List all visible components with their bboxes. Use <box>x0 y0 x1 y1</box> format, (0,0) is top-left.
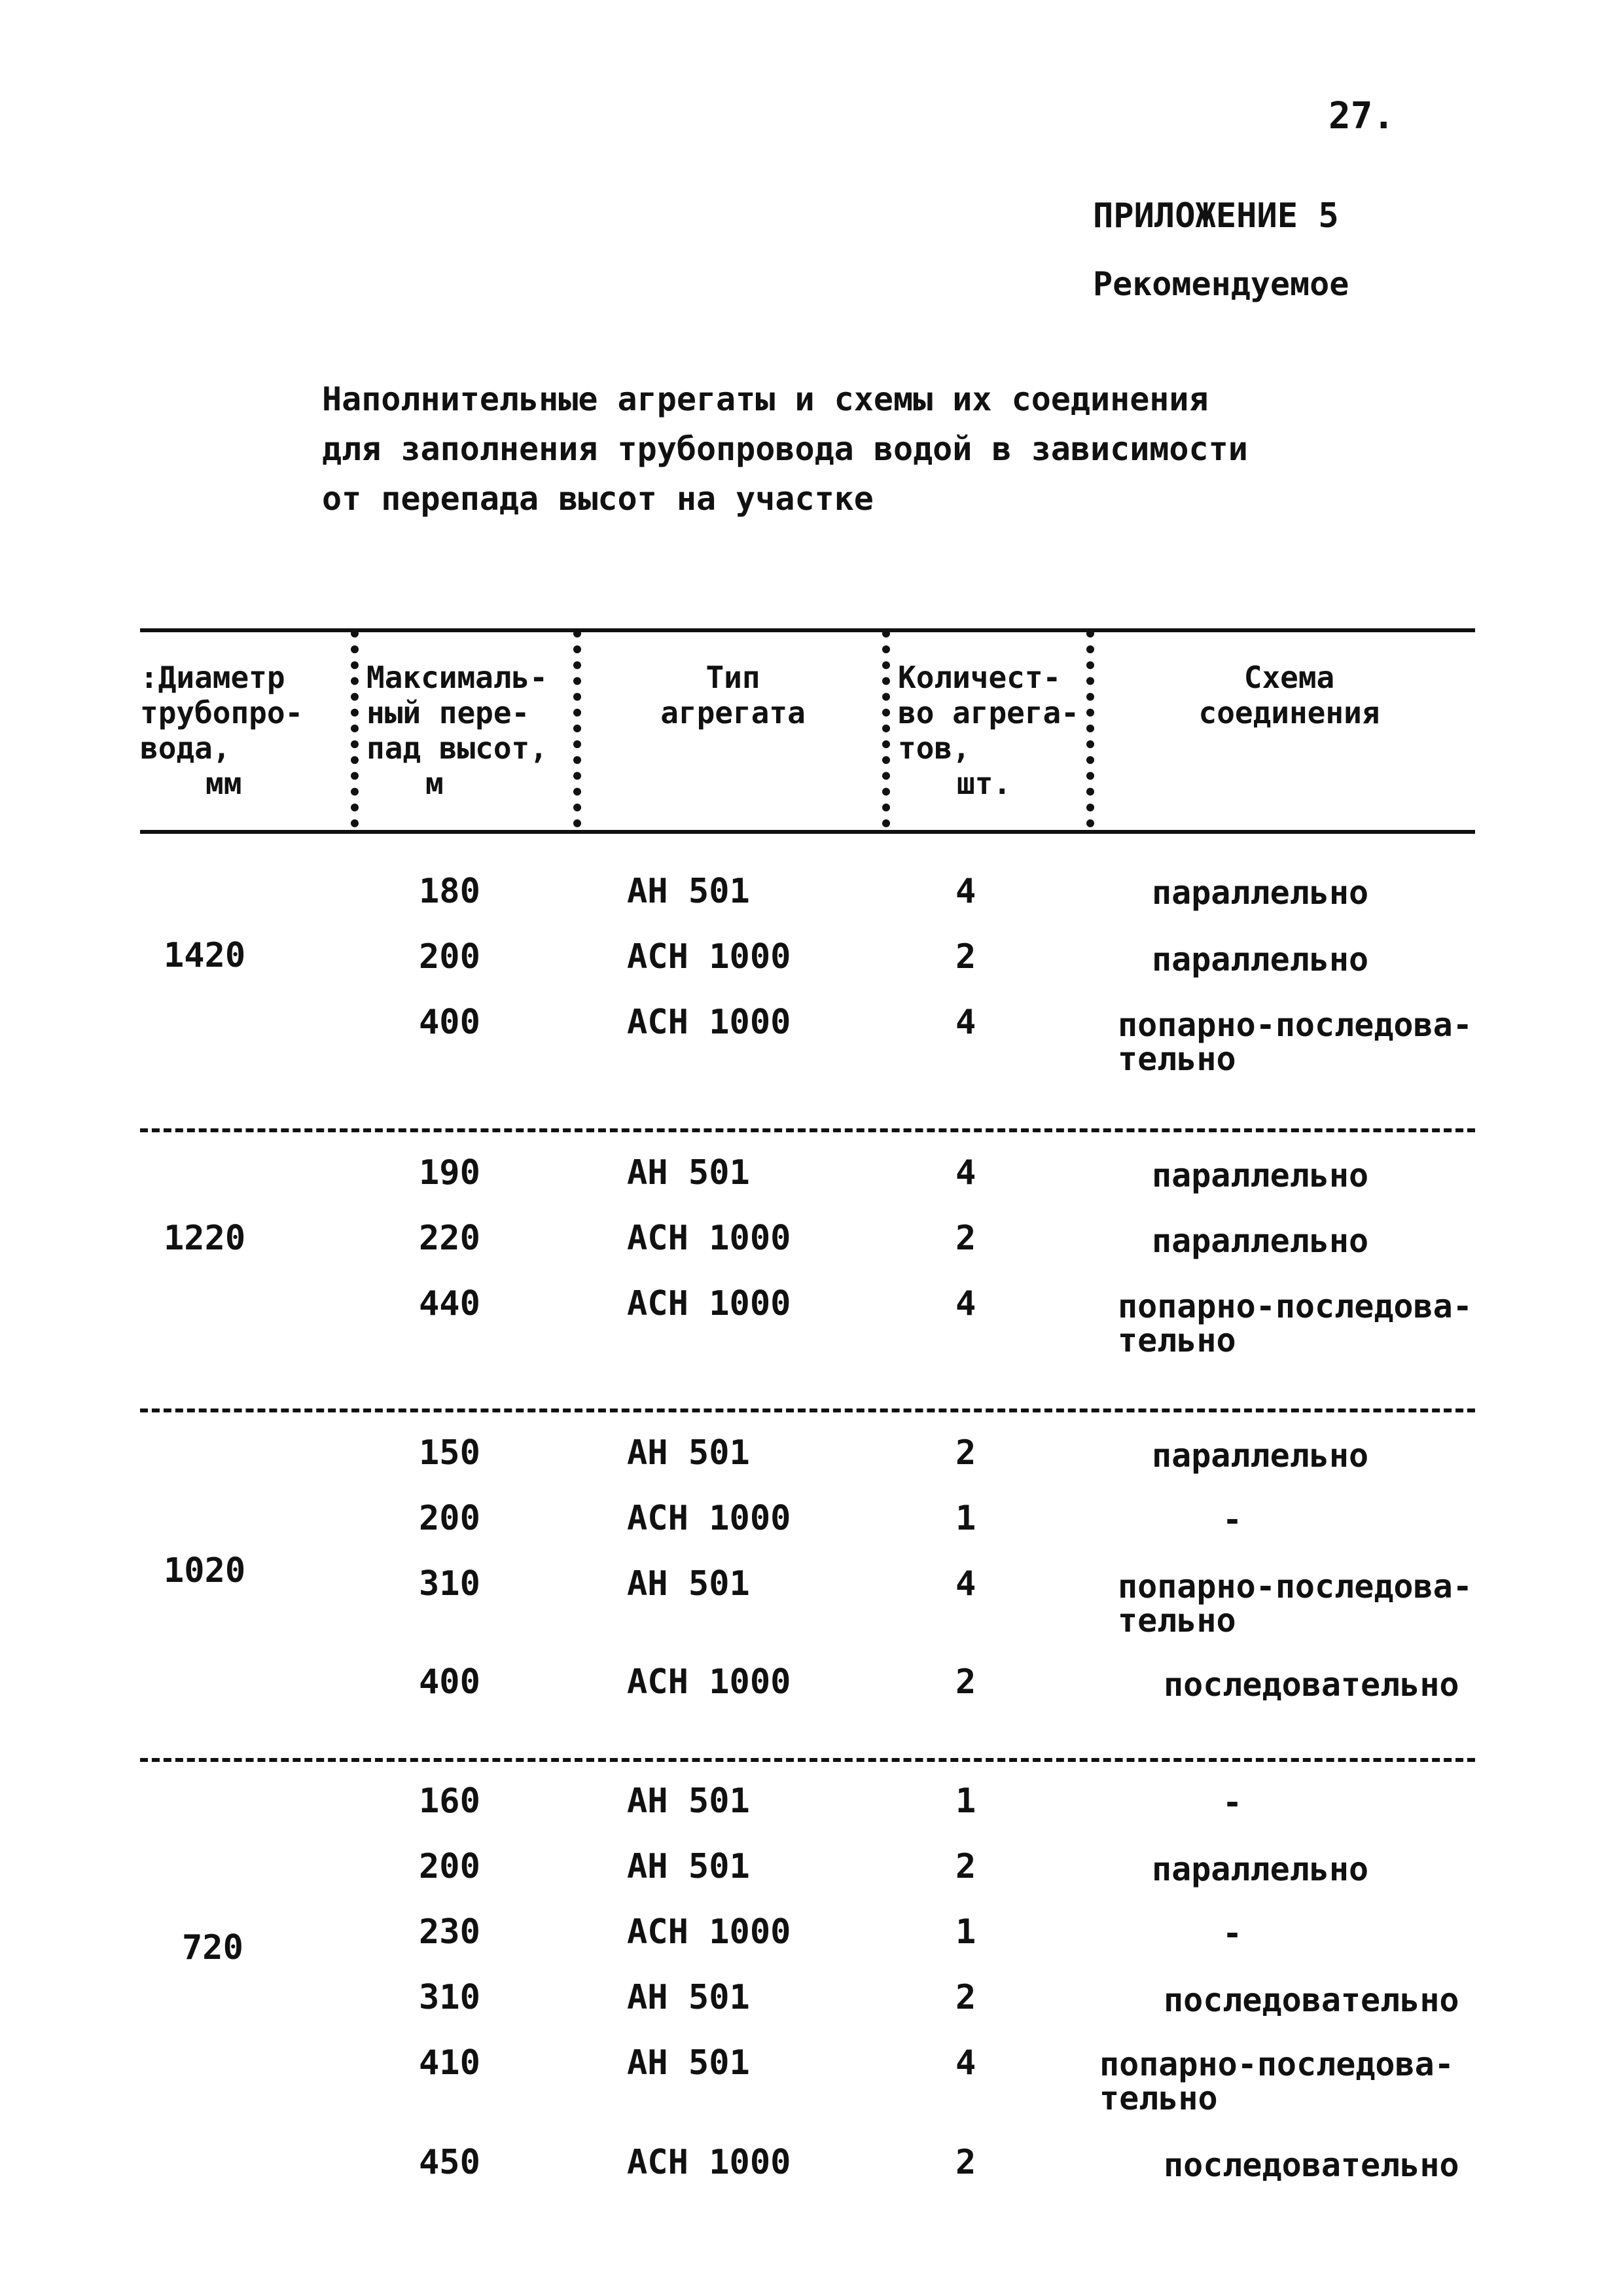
group-divider <box>140 1128 1475 1132</box>
unit-count-value: 2 <box>955 1847 976 1886</box>
unit-count-value: 2 <box>955 1662 976 1702</box>
scheme-value: параллельно <box>1152 1157 1369 1194</box>
scheme-value: последовательно <box>1164 2146 1459 2184</box>
height-value: 160 <box>419 1782 480 1821</box>
diameter-value: 1020 <box>164 1551 246 1590</box>
unit-type-value: АН 501 <box>627 1782 750 1821</box>
unit-type-value: АСН 1000 <box>627 1499 791 1538</box>
scheme-value: параллельно <box>1152 1850 1369 1888</box>
unit-type-value: АН 501 <box>627 2043 750 2083</box>
unit-type-value: АСН 1000 <box>627 1284 791 1323</box>
unit-type-value: АСН 1000 <box>627 2143 791 2182</box>
column-separator <box>573 630 581 827</box>
unit-type-value: АН 501 <box>627 1847 750 1886</box>
title-line: Наполнительные агрегаты и схемы их соединения <box>322 380 1209 418</box>
scheme-value: - <box>1222 1784 1243 1821</box>
scheme-value: параллельно <box>1152 1437 1369 1475</box>
height-value: 230 <box>419 1912 480 1952</box>
height-value: 410 <box>419 2043 480 2083</box>
title-line: от перепада высот на участке <box>322 480 874 518</box>
diameter-value: 1420 <box>164 936 246 975</box>
unit-type-value: АН 501 <box>627 1433 750 1473</box>
unit-type-value: АСН 1000 <box>627 937 791 977</box>
unit-count-value: 4 <box>955 872 976 911</box>
unit-type-value: АСН 1000 <box>627 1912 791 1952</box>
scheme-value: попарно-последова- тельно <box>1099 2045 1454 2117</box>
unit-count-value: 4 <box>955 1153 976 1193</box>
height-value: 200 <box>419 937 480 977</box>
scheme-value: последовательно <box>1164 1981 1459 2019</box>
status-label: Рекомендуемое <box>1093 265 1349 303</box>
unit-count-value: 4 <box>955 1284 976 1323</box>
scheme-value: - <box>1222 1914 1243 1952</box>
unit-count-value: 4 <box>955 1003 976 1042</box>
height-value: 220 <box>419 1219 480 1258</box>
unit-count-value: 1 <box>955 1499 976 1538</box>
page-number: 27. <box>1329 95 1395 137</box>
unit-count-value: 2 <box>955 2143 976 2182</box>
scheme-value: параллельно <box>1152 874 1369 912</box>
unit-type-value: АН 501 <box>627 1564 750 1604</box>
document-title <box>322 374 1248 524</box>
unit-count-value: 4 <box>955 1564 976 1604</box>
scheme-value: параллельно <box>1152 941 1369 978</box>
height-value: 200 <box>419 1847 480 1886</box>
appendix-label: ПРИЛОЖЕНИЕ 5 <box>1093 196 1339 236</box>
height-value: 190 <box>419 1153 480 1193</box>
scheme-value: параллельно <box>1152 1222 1369 1260</box>
unit-type-value: АН 501 <box>627 1153 750 1193</box>
unit-type-value: АСН 1000 <box>627 1003 791 1042</box>
header-connection-scheme: Схема соединения <box>1198 660 1380 730</box>
header-max-height: Максималь- ный пере- пад высот, м <box>366 660 548 801</box>
group-divider <box>140 1408 1475 1412</box>
unit-count-value: 2 <box>955 1978 976 2017</box>
unit-count-value: 2 <box>955 1219 976 1258</box>
height-value: 400 <box>419 1662 480 1702</box>
title-line: для заполнения трубопровода водой в зависимости <box>322 430 1248 468</box>
unit-count-value: 2 <box>955 937 976 977</box>
scheme-value: попарно-последова- тельно <box>1118 1006 1472 1078</box>
column-separator <box>351 630 359 827</box>
table-top-rule <box>140 628 1475 632</box>
column-separator <box>882 630 890 827</box>
header-diameter: :Диаметр трубопро- вода, мм <box>140 660 304 801</box>
unit-count-value: 2 <box>955 1433 976 1473</box>
height-value: 310 <box>419 1978 480 2017</box>
header-unit-type: Тип агрегата <box>660 660 806 730</box>
height-value: 180 <box>419 872 480 911</box>
scheme-value: попарно-последова- тельно <box>1118 1568 1472 1640</box>
table-header-rule <box>140 830 1475 834</box>
unit-count-value: 1 <box>955 1912 976 1952</box>
unit-count-value: 1 <box>955 1782 976 1821</box>
unit-type-value: АСН 1000 <box>627 1662 791 1702</box>
height-value: 450 <box>419 2143 480 2182</box>
scheme-value: - <box>1222 1501 1243 1539</box>
height-value: 310 <box>419 1564 480 1604</box>
diameter-value: 720 <box>182 1928 243 1967</box>
header-unit-count: Количест- во агрега- тов, шт. <box>898 660 1079 801</box>
height-value: 440 <box>419 1284 480 1323</box>
unit-type-value: АН 501 <box>627 1978 750 2017</box>
scheme-value: последовательно <box>1164 1666 1459 1704</box>
height-value: 400 <box>419 1003 480 1042</box>
height-value: 150 <box>419 1433 480 1473</box>
height-value: 200 <box>419 1499 480 1538</box>
unit-type-value: АСН 1000 <box>627 1219 791 1258</box>
unit-count-value: 4 <box>955 2043 976 2083</box>
diameter-value: 1220 <box>164 1219 246 1258</box>
group-divider <box>140 1758 1475 1762</box>
scheme-value: попарно-последова- тельно <box>1118 1287 1472 1359</box>
unit-type-value: АН 501 <box>627 872 750 911</box>
